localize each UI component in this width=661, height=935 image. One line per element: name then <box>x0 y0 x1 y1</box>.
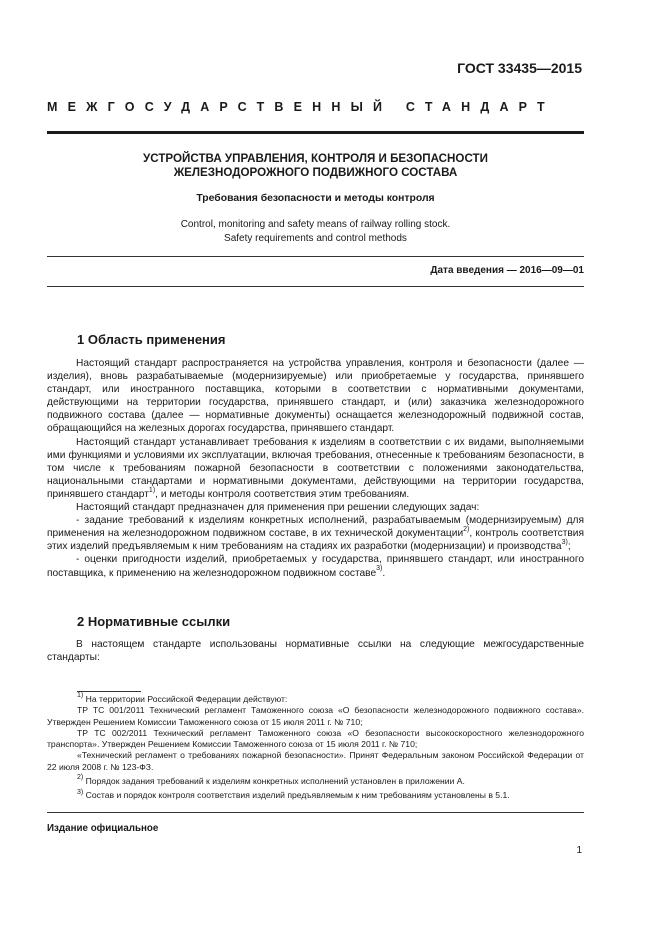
footnote-3: $^{3)}$ Состав и порядок контроля соответствия изделий предъявляемым к ним требованиям установлены в 5.1. <box>77 788 510 801</box>
english-title-line-1: Control, monitoring and safety means of railway rolling stock. <box>180 219 451 230</box>
title-line-2: ЖЕЛЕЗНОДОРОЖНОГО ПОДВИЖНОГО СОСТАВА <box>173 166 458 179</box>
standard-type-heading: МЕЖГОСУДАРСТВЕННЫЙ СТАНДАРТ <box>47 100 555 114</box>
page-number: 1 <box>576 845 582 856</box>
document-code: ГОСТ 33435—2015 <box>457 60 582 76</box>
title-bottom-rule <box>47 256 584 257</box>
header-rule <box>47 131 584 134</box>
footnote-text: «Технический регламент о требованиях пожарной безопасности». Принят Федеральным законом Российской Федерации от 22 июля 2008 г. № 123-ФЗ. <box>47 750 584 772</box>
title-line-1: УСТРОЙСТВА УПРАВЛЕНИЯ, КОНТРОЛЯ И БЕЗОПАСНОСТИ <box>143 152 488 165</box>
section-1-heading: 1 Область применения <box>77 332 226 347</box>
date-rule <box>47 286 584 287</box>
footnote-2: $^{2)}$ Порядок задания требований к изделиям конкретных исполнений установлен в приложении А. <box>77 774 465 787</box>
document-title <box>47 152 584 180</box>
section-1-body <box>47 357 584 580</box>
footnote-text: ТР ТС 002/2011 Технический регламент Таможенного союза «О безопасности высокоскоростного железнодорожного транспорта». Утвержден Решением Комиссии Таможенного союза от 15 июля 2011 г. № 710; <box>47 727 584 750</box>
section-2-body <box>47 638 584 664</box>
english-title-line-2: Safety requirements and control methods <box>224 233 407 244</box>
footnotes <box>47 694 584 802</box>
paragraph: Настоящий стандарт предназначен для применения при решении следующих задач: <box>76 502 480 514</box>
paragraph: Настоящий стандарт устанавливает требования к изделиям в соответствии с их видами, выполняемыми ими функциями и условиями их эксплуатации, включая требования, отнесенные к требованиям безопасности, в том числе к требованиям пожарной безопасности в соответствии с положениями законодательства, национальными стандартами и нормативными документами, действующими на территории государства, принявшего стандарт$^{1)}$, и методы контроля соответствия этим требованиям. <box>47 436 584 500</box>
section-2-heading: 2 Нормативные ссылки <box>77 614 231 629</box>
list-item: - задание требований к изделиям конкретных исполнений, разрабатываемым (модернизируемым) для применения на железнодорожном подвижном составе, в их технической документации$^{2)}$, контроль соответствия этих изделий предъявляемым к ним требованиям на стадиях их разработки (модернизации) и производства$^{3)}$; <box>47 515 584 553</box>
effective-date: Дата введения — 2016—09—01 <box>430 265 584 276</box>
footnote-separator <box>77 691 141 692</box>
footnote-1: $^{1)}$ На территории Российской Федерации действуют: <box>77 692 288 704</box>
paragraph: Настоящий стандарт распространяется на устройства управления, контроля и безопасности (далее — изделия), вновь разрабатываемые (модернизируемые) или приобретаемые у государства, принявшего стандарт, или иностранного поставщика, которыми в соответствии с нормативными документами, действующими на территории государства, принявшего стандарт, и (или) заказчика железнодорожного подвижного состава (далее — нормативные документы) оснащается железнодорожный подвижной состав, обращающийся на железных дорогах государства, принявшего стандарт. <box>47 358 584 435</box>
footnote-text: ТР ТС 001/2011 Технический регламент Таможенного союза «О безопасности железнодорожного подвижного состава». Утвержден Решением Комиссии Таможенного союза от 15 июля 2011 г. № 710; <box>47 705 584 727</box>
document-subtitle: Требования безопасности и методы контроля <box>196 193 435 204</box>
paragraph: В настоящем стандарте использованы нормативные ссылки на следующие межгосударственные стандарты: <box>47 639 584 664</box>
english-title <box>47 218 584 246</box>
footer-rule <box>47 812 584 813</box>
list-item: - оценки пригодности изделий, приобретаемых у государства, принявшего стандарт, или иностранного поставщика, к применению на железнодорожном подвижном составе$^{3)}$. <box>47 554 584 579</box>
official-edition-label: Издание официальное <box>47 823 159 834</box>
